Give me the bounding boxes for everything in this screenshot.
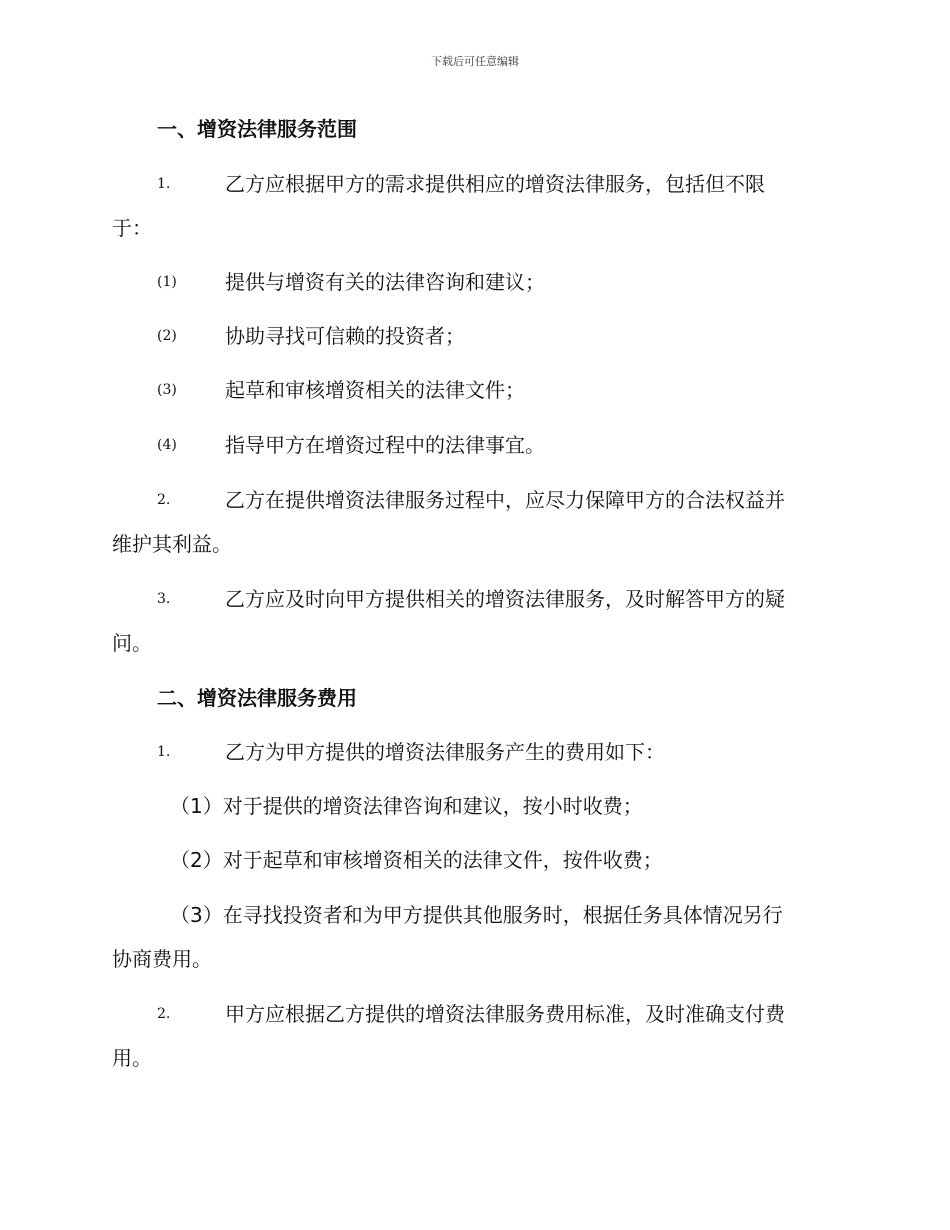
fee-subitem: （3）在寻找投资者和为甲方提供其他服务时，根据任务具体情况另行 <box>170 903 783 927</box>
fee-subitem: 协商费用。 <box>112 947 212 971</box>
subitem-text: 提供与增资有关的法律咨询和建议； <box>225 270 545 294</box>
subitem-number: (2) <box>157 328 177 344</box>
subitem-text: 指导甲方在增资过程中的法律事宜。 <box>225 433 545 457</box>
paragraph-line: 用。 <box>112 1046 152 1070</box>
paragraph-line: 问。 <box>112 631 152 655</box>
paragraph-line: 于： <box>112 216 152 240</box>
item-number: 2. <box>157 492 171 508</box>
item-number: 3. <box>157 591 171 607</box>
item-number: 2. <box>157 1006 171 1022</box>
paragraph-line: 维护其利益。 <box>112 532 232 556</box>
paragraph-line: 甲方应根据乙方提供的增资法律服务费用标准，及时准确支付费 <box>225 1002 785 1026</box>
subitem-number: (4) <box>157 437 177 453</box>
subitem-number: (1) <box>157 274 177 290</box>
paragraph-line: 乙方应及时向甲方提供相关的增资法律服务，及时解答甲方的疑 <box>225 587 785 611</box>
paragraph-line: 乙方应根据甲方的需求提供相应的增资法律服务，包括但不限 <box>225 172 765 196</box>
fee-subitem: （2）对于起草和审核增资相关的法律文件，按件收费； <box>170 848 663 872</box>
subitem-number: (3) <box>157 382 177 398</box>
subitem-text: 协助寻找可信赖的投资者； <box>225 324 465 348</box>
fee-subitem: （1）对于提供的增资法律咨询和建议，按小时收费； <box>170 794 643 818</box>
paragraph-line: 乙方在提供增资法律服务过程中，应尽力保障甲方的合法权益并 <box>225 488 785 512</box>
subitem-text: 起草和审核增资相关的法律文件； <box>225 378 525 402</box>
item-number: 1. <box>157 176 171 192</box>
section-heading-fees: 二、增资法律服务费用 <box>157 686 357 710</box>
item-number: 1. <box>157 744 171 760</box>
page-header: 下载后可任意编辑 <box>431 55 519 68</box>
paragraph-line: 乙方为甲方提供的增资法律服务产生的费用如下： <box>225 740 665 764</box>
section-heading-scope: 一、增资法律服务范围 <box>157 117 357 141</box>
